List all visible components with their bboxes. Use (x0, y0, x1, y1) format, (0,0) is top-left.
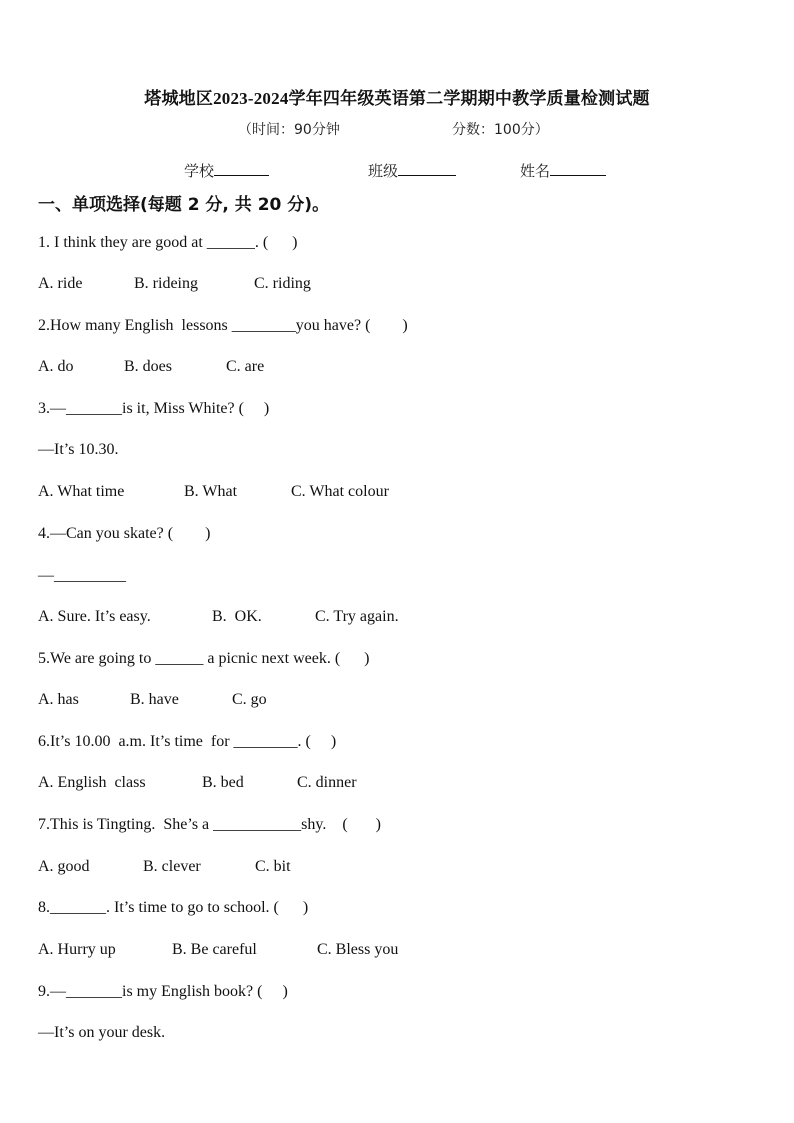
question-5-stem: 5.We are going to ______ a picnic next week. ( ) (38, 650, 370, 667)
question-4-reply: —_________ (38, 567, 126, 584)
q3-option-a[interactable]: A. What time (38, 483, 125, 500)
q4-option-b[interactable]: B. OK. (212, 608, 262, 625)
question-7-stem: 7.This is Tingting. She’s a ___________shy. ( ) (38, 816, 381, 833)
q2-option-a[interactable]: A. do (38, 358, 74, 375)
name-blank[interactable] (550, 161, 606, 176)
question-6-stem: 6.It’s 10.00 a.m. It’s time for ________. ( ) (38, 733, 337, 750)
q4-option-a[interactable]: A. Sure. It’s easy. (38, 608, 151, 625)
q2-option-c[interactable]: C. are (226, 358, 265, 375)
question-4-stem: 4.—Can you skate? ( ) (38, 525, 211, 542)
q4-option-c[interactable]: C. Try again. (315, 608, 399, 625)
q8-option-b[interactable]: B. Be careful (172, 941, 257, 958)
q2-option-b[interactable]: B. does (124, 358, 172, 375)
question-8-stem: 8._______. It’s time to go to school. ( ) (38, 899, 309, 916)
q8-option-c[interactable]: C. Bless you (317, 941, 399, 958)
q5-option-c[interactable]: C. go (232, 691, 267, 708)
exam-title: 塔城地区2023-2024学年四年级英语第二学期期中教学质量检测试题 (144, 89, 650, 108)
q7-option-a[interactable]: A. good (38, 858, 90, 875)
school-blank[interactable] (214, 161, 269, 176)
question-3-reply: —It’s 10.30. (38, 441, 119, 458)
q6-option-c[interactable]: C. dinner (297, 774, 357, 791)
q1-option-c[interactable]: C. riding (254, 275, 311, 292)
question-1-stem: 1. I think they are good at ______. ( ) (38, 234, 298, 251)
q6-option-a[interactable]: A. English class (38, 774, 146, 791)
q5-option-a[interactable]: A. has (38, 691, 79, 708)
q6-option-b[interactable]: B. bed (202, 774, 244, 791)
q7-option-b[interactable]: B. clever (143, 858, 201, 875)
q8-option-a[interactable]: A. Hurry up (38, 941, 116, 958)
q3-option-b[interactable]: B. What (184, 483, 238, 500)
q3-option-c[interactable]: C. What colour (291, 483, 389, 500)
question-3-stem: 3.—_______is it, Miss White? ( ) (38, 400, 270, 417)
name-label: 姓名 (520, 162, 551, 180)
time-info: （时间：90分钟 (238, 122, 340, 138)
question-2-stem: 2.How many English lessons ________you have? ( ) (38, 317, 408, 334)
class-blank[interactable] (398, 161, 456, 176)
class-label: 班级 (368, 162, 399, 180)
question-9-stem: 9.—_______is my English book? ( ) (38, 983, 288, 1000)
q7-option-c[interactable]: C. bit (255, 858, 291, 875)
q1-option-b[interactable]: B. rideing (134, 275, 198, 292)
question-9-reply: —It’s on your desk. (38, 1024, 166, 1041)
class-field (368, 160, 456, 181)
school-field (184, 160, 269, 181)
name-field (520, 160, 606, 181)
school-label: 学校 (184, 162, 215, 180)
score-info: 分数：100分） (452, 122, 549, 138)
q1-option-a[interactable]: A. ride (38, 275, 83, 292)
section-title: 一、单项选择(每题 2 分, 共 20 分)。 (38, 195, 330, 215)
q5-option-b[interactable]: B. have (130, 691, 179, 708)
